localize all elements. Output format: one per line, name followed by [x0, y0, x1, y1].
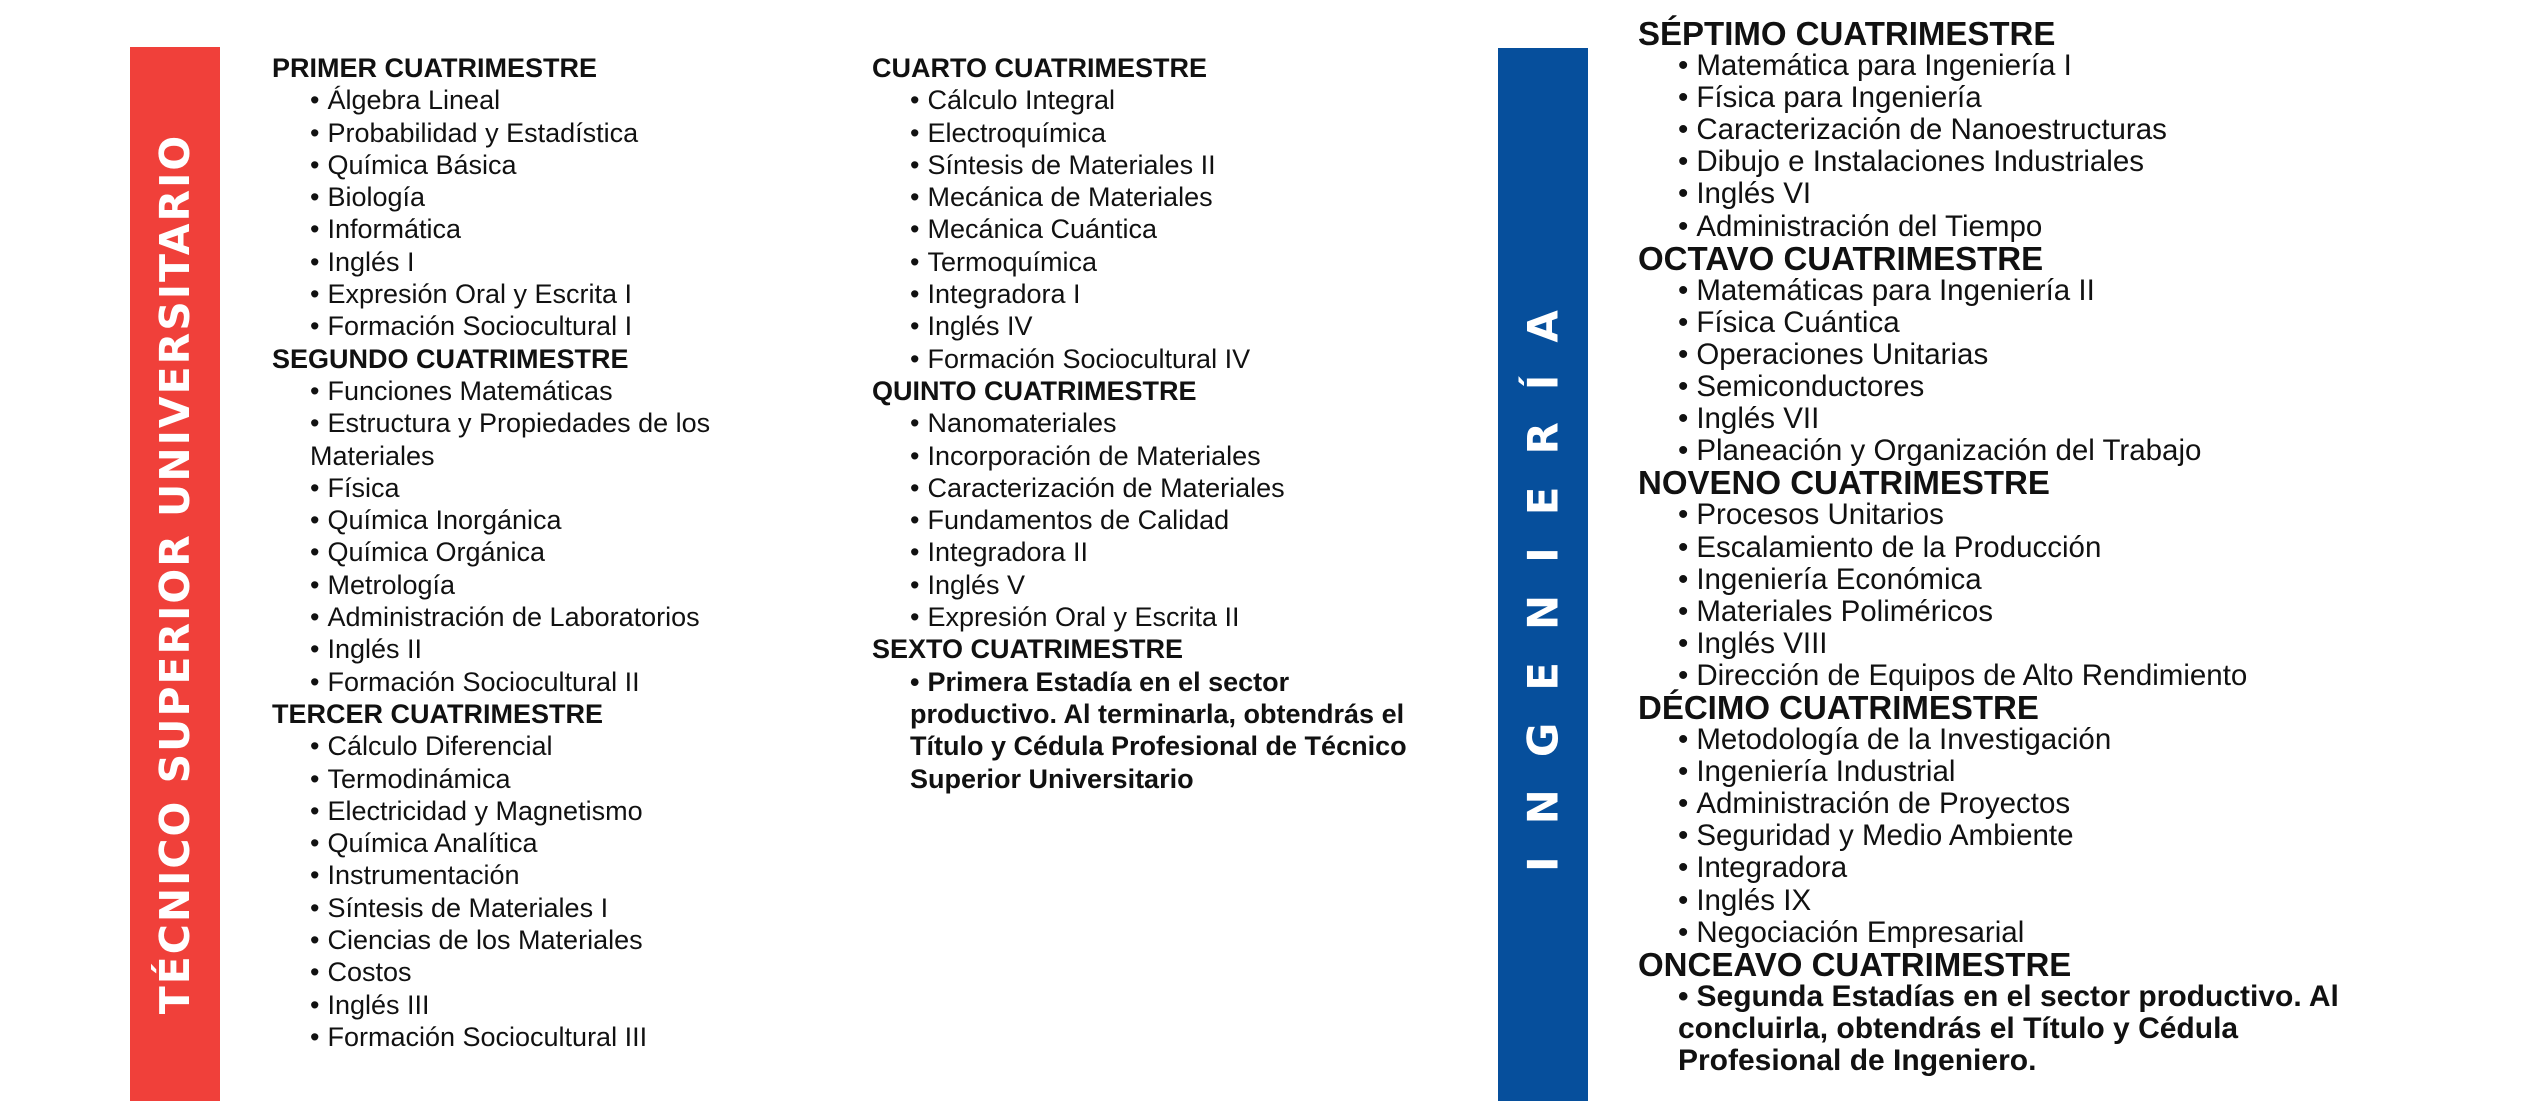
course-item: • Ciencias de los Materiales	[310, 924, 832, 956]
course-item: • Metodología de la Investigación	[1678, 724, 2518, 756]
internship-note: • Primera Estadía en el sector productivo. Al terminarla, obtendrás el Título y Cédula Profesional de Técnico Superior Universitario	[910, 666, 1430, 795]
term-heading: ONCEAVO CUATRIMESTRE	[1638, 945, 2072, 983]
course-item: • Formación Sociocultural I	[310, 310, 832, 342]
course-list	[272, 375, 832, 698]
course-item: • Costos	[310, 956, 832, 988]
course-item: • Seguridad y Medio Ambiente	[1678, 820, 2518, 852]
course-item: • Incorporación de Materiales	[910, 440, 1432, 472]
course-list	[1638, 275, 2518, 468]
course-item: • Termoquímica	[910, 246, 1432, 278]
course-item: • Integradora II	[910, 536, 1432, 568]
course-item: • Biología	[310, 181, 832, 213]
term-heading: SEXTO CUATRIMESTRE	[872, 634, 1184, 665]
course-item: • Física para Ingeniería	[1678, 82, 2518, 114]
course-item: • Inglés II	[310, 633, 832, 665]
term-heading: DÉCIMO CUATRIMESTRE	[1638, 688, 2039, 726]
ingenieria-band	[1498, 48, 1588, 1101]
course-item: • Nanomateriales	[910, 407, 1432, 439]
course-item: • Administración de Laboratorios	[310, 601, 832, 633]
term-heading: TERCER CUATRIMESTRE	[272, 698, 604, 729]
term-heading: SÉPTIMO CUATRIMESTRE	[1638, 15, 2056, 52]
course-item: • Química Orgánica	[310, 536, 832, 568]
course-item: • Informática	[310, 213, 832, 245]
course-item: • Mecánica de Materiales	[910, 181, 1432, 213]
tsu-band-label: TÉCNICO SUPERIOR UNIVERSITARIO	[151, 133, 199, 1015]
course-item: • Matemática para Ingeniería I	[1678, 50, 2518, 82]
course-list	[1638, 499, 2518, 692]
course-item: • Inglés V	[910, 569, 1432, 601]
course-item: • Funciones Matemáticas	[310, 375, 832, 407]
course-item: • Fundamentos de Calidad	[910, 504, 1432, 536]
course-item: • Expresión Oral y Escrita II	[910, 601, 1432, 633]
course-item: • Integradora I	[910, 278, 1432, 310]
term-block	[1638, 239, 2518, 468]
course-list	[872, 84, 1432, 375]
course-item: • Formación Sociocultural III	[310, 1021, 832, 1053]
course-item: • Química Analítica	[310, 827, 832, 859]
course-item: • Negociación Empresarial	[1678, 917, 2518, 949]
course-item: • Dibujo e Instalaciones Industriales	[1678, 146, 2518, 178]
course-list	[1638, 981, 2518, 1077]
course-item: • Electricidad y Magnetismo	[310, 795, 832, 827]
ingenieria-band-label: INGENIERÍA	[1518, 277, 1568, 872]
course-item: • Caracterización de Materiales	[910, 472, 1432, 504]
term-block	[272, 343, 832, 698]
course-item: • Expresión Oral y Escrita I	[310, 278, 832, 310]
course-list	[1638, 50, 2518, 243]
course-item: • Física	[310, 472, 832, 504]
course-item: • Probabilidad y Estadística	[310, 117, 832, 149]
course-item: • Formación Sociocultural II	[310, 666, 832, 698]
course-item: • Cálculo Diferencial	[310, 730, 832, 762]
course-item: • Formación Sociocultural IV	[910, 343, 1432, 375]
term-heading: SEGUNDO CUATRIMESTRE	[272, 343, 629, 374]
course-item: • Álgebra Lineal	[310, 84, 832, 116]
course-item: • Cálculo Integral	[910, 84, 1432, 116]
course-item: • Ingeniería Económica	[1678, 564, 2518, 596]
course-item: • Inglés IX	[1678, 885, 2518, 917]
term-block	[1638, 688, 2518, 949]
term-heading: OCTAVO CUATRIMESTRE	[1638, 239, 2044, 277]
course-item: • Procesos Unitarios	[1678, 499, 2518, 531]
course-list	[872, 666, 1432, 795]
course-item: • Caracterización de Nanoestructuras	[1678, 114, 2518, 146]
course-item: • Inglés I	[310, 246, 832, 278]
course-item: • Administración del Tiempo	[1678, 211, 2518, 243]
course-item: • Ingeniería Industrial	[1678, 756, 2518, 788]
term-block	[272, 698, 832, 1053]
course-item: • Inglés IV	[910, 310, 1432, 342]
course-item: • Mecánica Cuántica	[910, 213, 1432, 245]
course-item: • Escalamiento de la Producción	[1678, 532, 2518, 564]
course-item: • Instrumentación	[310, 859, 832, 891]
course-item: • Inglés VIII	[1678, 628, 2518, 660]
course-item: • Síntesis de Materiales I	[310, 892, 832, 924]
course-item: • Integradora	[1678, 852, 2518, 884]
course-list	[272, 730, 832, 1053]
course-item: • Química Básica	[310, 149, 832, 181]
course-item: • Química Inorgánica	[310, 504, 832, 536]
internship-note: • Segunda Estadías en el sector productivo. Al concluirla, obtendrás el Título y Cédula Profesional de Ingeniero.	[1678, 981, 2398, 1077]
course-item: • Administración de Proyectos	[1678, 788, 2518, 820]
course-item: • Operaciones Unitarias	[1678, 339, 2518, 371]
term-block	[872, 375, 1432, 633]
course-item: • Semiconductores	[1678, 371, 2518, 403]
term-block	[872, 633, 1432, 794]
term-block	[872, 52, 1432, 375]
term-heading: NOVENO CUATRIMESTRE	[1638, 464, 2050, 502]
term-heading: CUARTO CUATRIMESTRE	[872, 53, 1207, 83]
curriculum-column-1	[272, 52, 832, 1053]
term-heading: PRIMER CUATRIMESTRE	[272, 53, 598, 83]
course-list	[272, 84, 832, 342]
course-item: • Materiales Poliméricos	[1678, 596, 2518, 628]
course-item: • Síntesis de Materiales II	[910, 149, 1432, 181]
course-list	[1638, 724, 2518, 949]
term-block	[1638, 464, 2518, 692]
course-item: • Metrología	[310, 569, 832, 601]
course-item: • Física Cuántica	[1678, 307, 2518, 339]
course-item: • Electroquímica	[910, 117, 1432, 149]
curriculum-column-3	[1638, 15, 2518, 1077]
curriculum-column-2	[872, 52, 1432, 795]
course-item: • Planeación y Organización del Trabajo	[1678, 435, 2518, 467]
course-item: • Dirección de Equipos de Alto Rendimiento	[1678, 660, 2518, 692]
course-list	[872, 407, 1432, 633]
course-item: • Matemáticas para Ingeniería II	[1678, 275, 2518, 307]
course-item: • Estructura y Propiedades de los Materiales	[310, 407, 832, 472]
course-item: • Inglés VII	[1678, 403, 2518, 435]
term-block	[272, 52, 832, 343]
course-item: • Inglés III	[310, 989, 832, 1021]
course-item: • Inglés VI	[1678, 178, 2518, 210]
tsu-band	[130, 47, 220, 1101]
course-item: • Termodinámica	[310, 763, 832, 795]
term-block	[1638, 15, 2518, 243]
term-heading: QUINTO CUATRIMESTRE	[872, 375, 1197, 406]
term-block	[1638, 945, 2518, 1077]
